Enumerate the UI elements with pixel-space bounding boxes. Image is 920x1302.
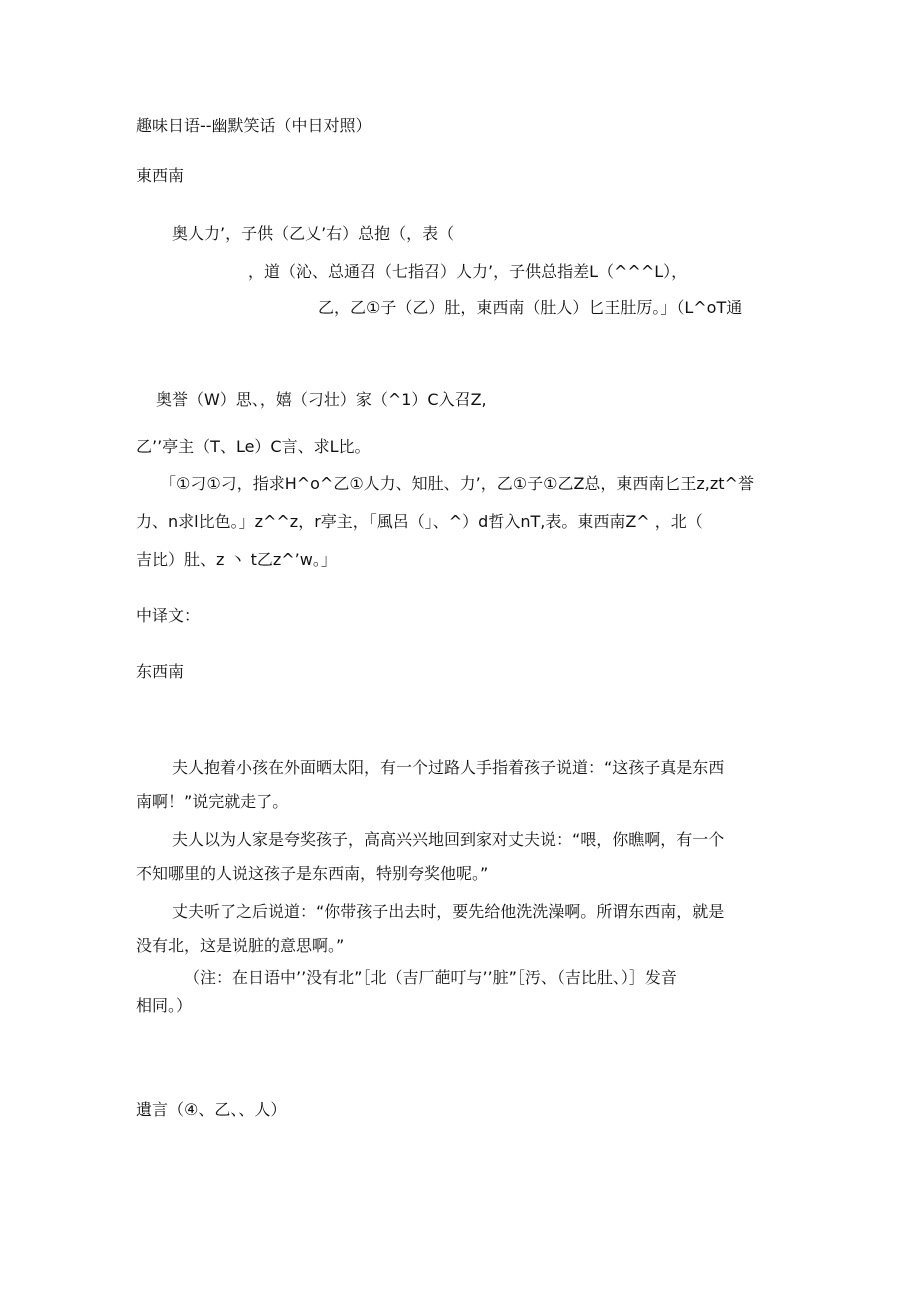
jp-story-heading: 東西南 [136, 166, 185, 185]
zh-paragraph-1-line-2: 南啊！”说完就走了。 [136, 792, 289, 811]
jp-paragraph-1-line-2: ，道（沁、总通召（七指召）人力’，子供总指差L（^^^L）， [248, 262, 688, 281]
chinese-translation-label: 中译文： [136, 606, 201, 625]
jp-paragraph-3-line-2: 力、n求l比色。」z^^z，r亭主，「風呂（」、^）d哲入nT,表。東西南Z^ ，北（ [136, 512, 703, 531]
zh-paragraph-3-line-1: 丈夫听了之后说道：“你带孩子出去时，要先给他洗洗澡啊。所谓东西南，就是 [172, 902, 725, 921]
jp-paragraph-1-line-1: 奥人力’，子供（乙乂’右）总抱（，表（ [172, 224, 455, 243]
zh-paragraph-2-line-1: 夫人以为人家是夸奖孩子，高高兴兴地回到家对丈夫说：“喂，你瞧啊，有一个 [172, 830, 725, 849]
document-title: 趣味日语--幽默笑话（中日对照） [136, 116, 372, 135]
jp-paragraph-3-line-1: 「①刁①刁，指求H^o^乙①人力、知肚、力’，乙①子①乙Z总，東西南匕王z,zt^誉 [160, 474, 754, 493]
zh-note-line-2: 相同。） [136, 996, 193, 1015]
jp-paragraph-2-line-1: 奥誉（W）思、，嬉（刁壮）家（^1）C入召Z, [156, 390, 487, 409]
zh-paragraph-1-line-1: 夫人抱着小孩在外面晒太阳，有一个过路人手指着孩子说道：“这孩子真是东西 [172, 758, 725, 777]
zh-paragraph-2-line-2: 不知哪里的人说这孩子是东西南，特别夸奖他呢。” [136, 864, 489, 883]
zh-story-heading: 东西南 [136, 662, 185, 681]
next-story-heading: 遺言（④、乙、、人） [136, 1100, 287, 1119]
jp-paragraph-1-line-3: 乙，乙①子（乙）肚，東西南（肚人）匕王肚厉。」（L^oT通 [318, 298, 743, 317]
zh-paragraph-3-line-2: 没有北，这是说脏的意思啊。” [136, 936, 345, 955]
jp-paragraph-3-line-3: 吉比）肚、z 丶 t乙z^’w。」 [136, 550, 337, 569]
jp-paragraph-2-line-2: 乙’’亭主（T、Le）C言、求L比。 [136, 437, 371, 456]
zh-note-line-1: （注：在日语中’’没有北”［北（吉厂葩叮与’’脏”［汚、（吉比肚、）］发音 [184, 968, 677, 987]
